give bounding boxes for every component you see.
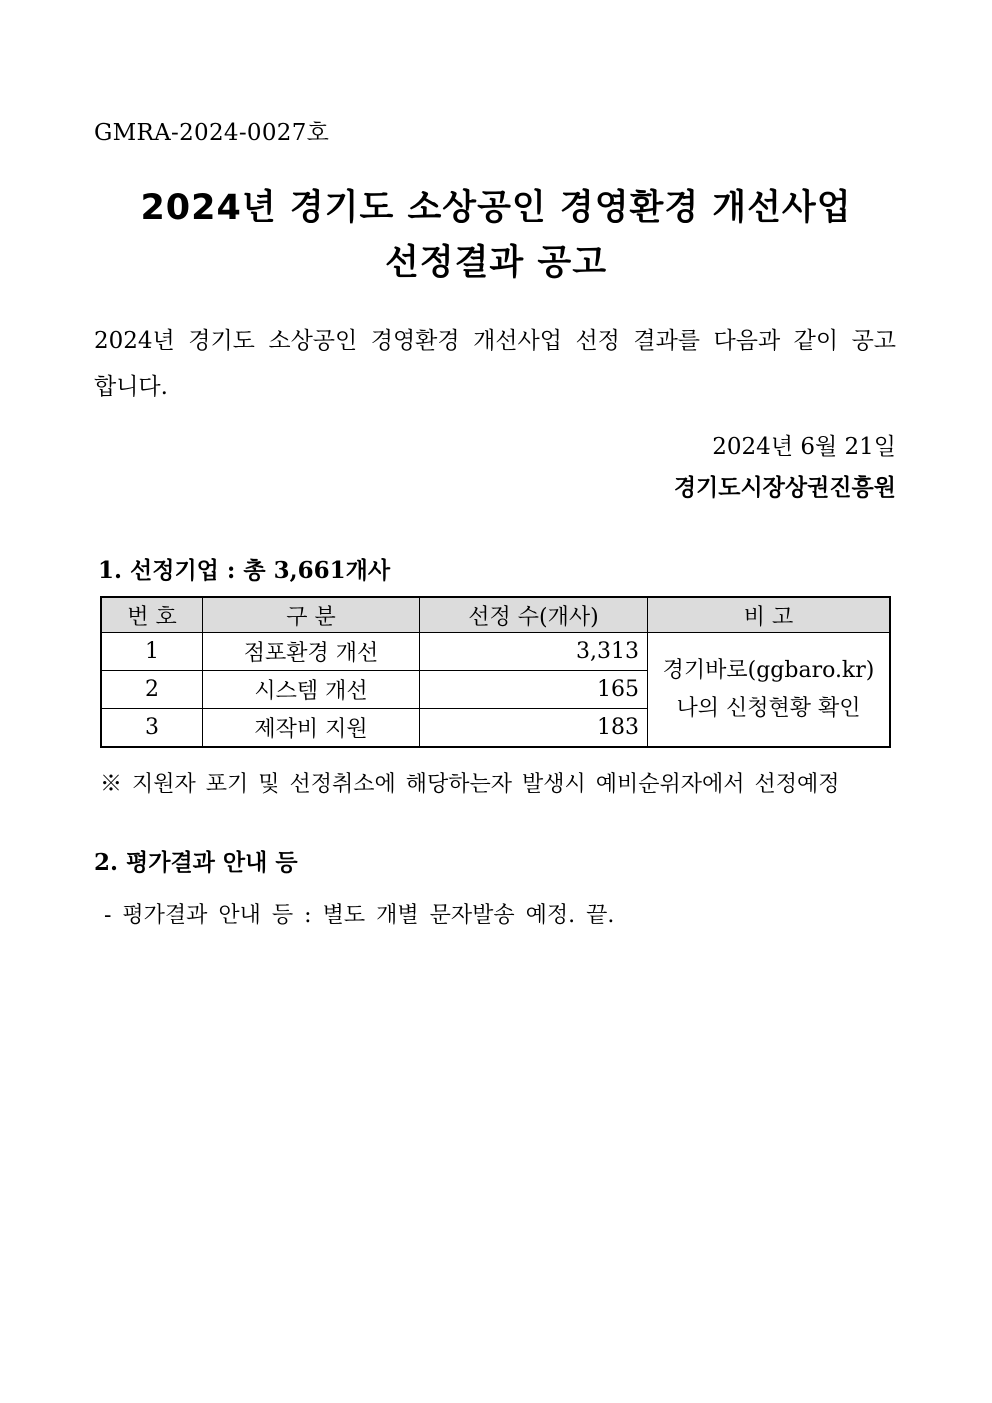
row-number: 1 <box>101 633 203 671</box>
note-line-1: 경기바로(ggbaro.kr) <box>662 657 875 683</box>
header-note: 비 고 <box>648 597 891 633</box>
row-count: 183 <box>420 709 648 748</box>
row-number: 2 <box>101 671 203 709</box>
table-header-row <box>101 597 890 633</box>
announcement-date: 2024년 6월 21일 <box>712 434 896 460</box>
page-title-line-1: 2024년 경기도 소상공인 경영환경 개선사업 <box>140 188 852 228</box>
row-category: 시스템 개선 <box>203 671 420 709</box>
row-category: 점포환경 개선 <box>203 633 420 671</box>
table-row <box>101 633 890 671</box>
section-2-heading: 2. 평가결과 안내 등 <box>94 849 298 876</box>
note-line-2: 나의 신청현황 확인 <box>676 695 861 721</box>
section-2-item: - 평가결과 안내 등 : 별도 개별 문자발송 예정. 끝. <box>104 903 615 928</box>
issuing-organization: 경기도시장상권진흥원 <box>673 474 896 501</box>
header-count: 선정 수(개사) <box>420 597 648 633</box>
row-count: 165 <box>420 671 648 709</box>
section-1-heading: 1. 선정기업 : 총 3,661개사 <box>98 557 391 584</box>
note-cell <box>648 633 891 748</box>
row-category: 제작비 지원 <box>203 709 420 748</box>
header-number: 번 호 <box>101 597 203 633</box>
selection-table <box>100 596 891 748</box>
announcement-body: 2024년 경기도 소상공인 경영환경 개선사업 선정 결과를 다음과 같이 공고합니다. <box>94 328 896 400</box>
row-number: 3 <box>101 709 203 748</box>
row-count: 3,313 <box>420 633 648 671</box>
document-number: GMRA-2024-0027호 <box>94 120 330 146</box>
page-title-line-2: 선정결과 공고 <box>384 243 608 283</box>
table-footnote: ※ 지원자 포기 및 선정취소에 해당하는자 발생시 예비순위자에서 선정예정 <box>100 772 840 797</box>
header-category: 구 분 <box>203 597 420 633</box>
